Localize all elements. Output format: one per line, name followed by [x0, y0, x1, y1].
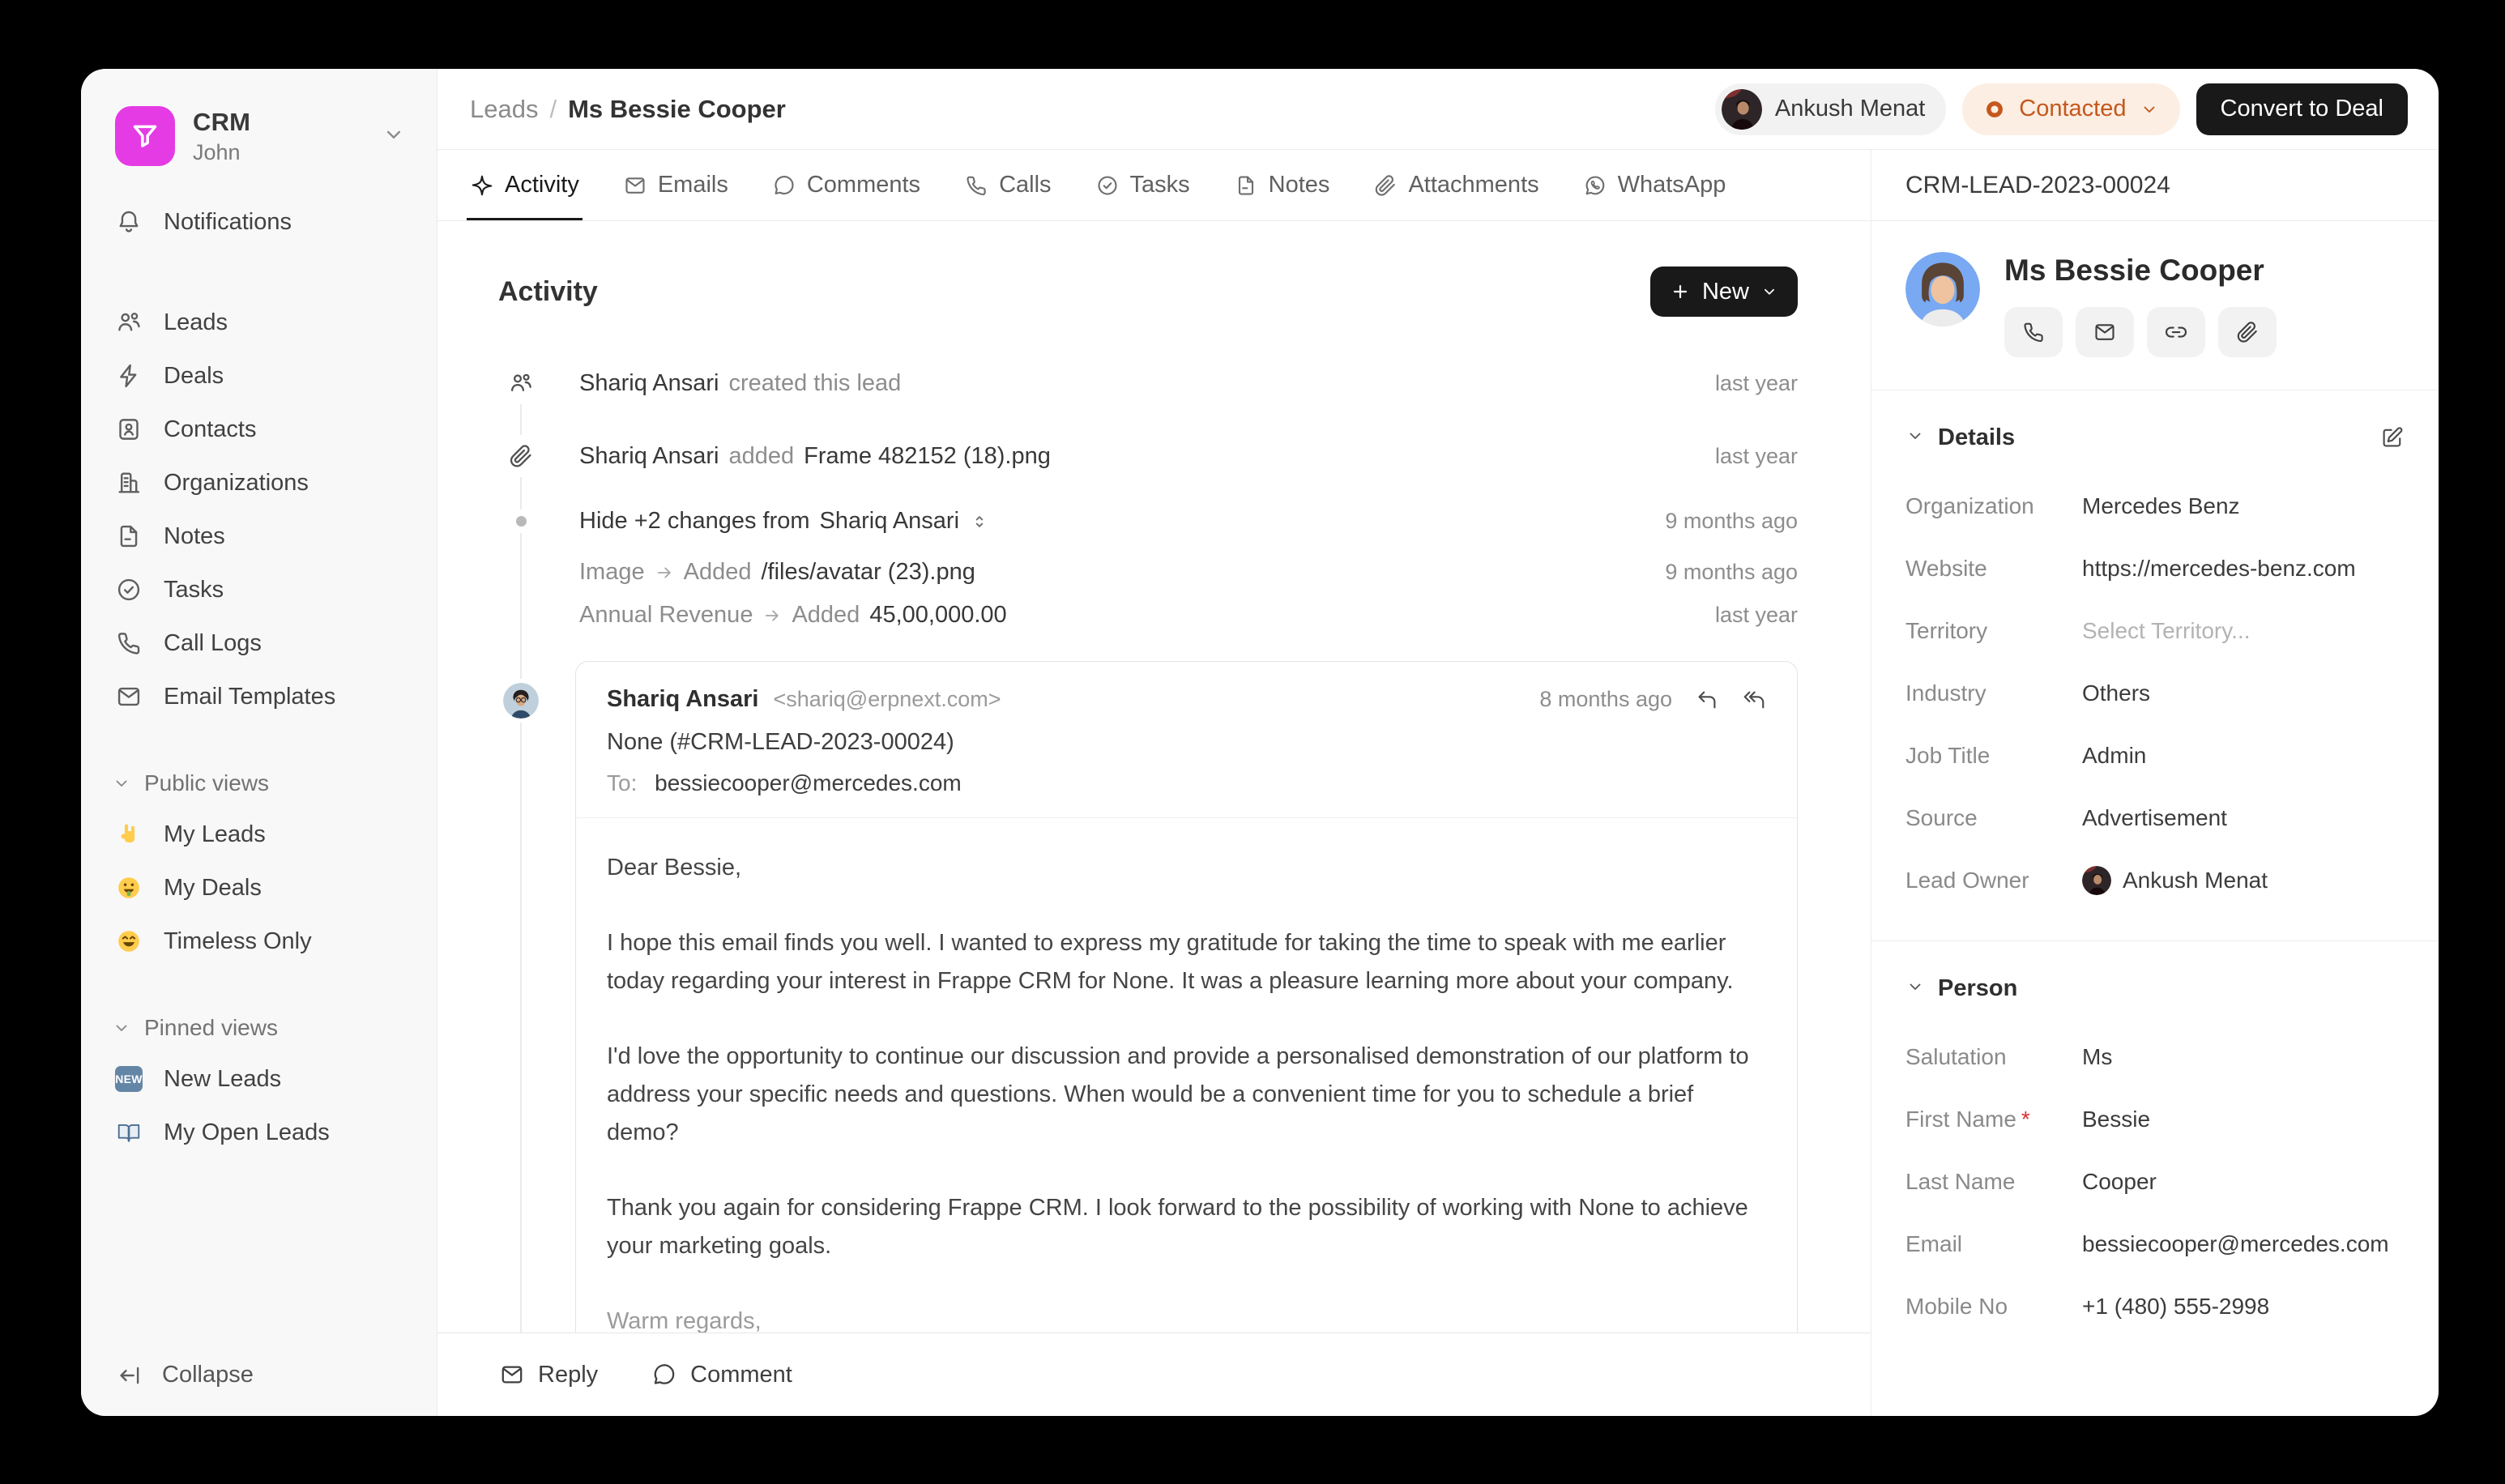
sidebar-item-tasks[interactable]: Tasks	[81, 563, 437, 616]
tab-whatsapp[interactable]: WhatsApp	[1583, 150, 1726, 220]
bell-icon	[115, 208, 143, 236]
users-icon	[115, 309, 143, 336]
avatar	[1722, 89, 1762, 130]
paperclip-icon	[2235, 320, 2260, 344]
field-last-name: Last Name Cooper	[1905, 1150, 2405, 1213]
email-value[interactable]: bessiecooper@mercedes.com	[2082, 1230, 2389, 1256]
timeline-item-created: Shariq Ansari created this lead last year	[498, 362, 1798, 404]
breadcrumb-current: Ms Bessie Cooper	[568, 94, 786, 123]
sidebar-view-my-leads[interactable]: My Leads	[81, 808, 437, 861]
tab-emails[interactable]: Emails	[623, 150, 728, 220]
unfold-icon[interactable]	[969, 511, 990, 532]
last-name-value[interactable]: Cooper	[2082, 1168, 2157, 1194]
app-name: CRM	[193, 107, 251, 136]
email-action-button[interactable]	[2076, 307, 2134, 357]
field-salutation: Salutation Ms	[1905, 1026, 2405, 1088]
sidebar-item-contacts[interactable]: Contacts	[81, 403, 437, 456]
phone-icon	[2021, 320, 2046, 344]
convert-to-deal-button[interactable]: Convert to Deal	[2196, 83, 2409, 135]
composer-bar	[437, 1333, 1871, 1416]
sidebar-view-timeless-only[interactable]: Timeless Only	[81, 915, 437, 968]
email-sender: Shariq Ansari	[607, 686, 759, 712]
person-section-header[interactable]: Person	[1905, 966, 2405, 1011]
app-switcher[interactable]	[105, 98, 416, 174]
territory-select[interactable]: Select Territory...	[2082, 617, 2251, 643]
mobile-value[interactable]: +1 (480) 555-2998	[2082, 1293, 2270, 1319]
attach-action-button[interactable]	[2218, 307, 2277, 357]
website-value[interactable]: https://mercedes-benz.com	[2082, 555, 2356, 581]
new-badge-emoji-icon: NEW	[115, 1065, 143, 1093]
chevron-down-icon	[1905, 977, 1925, 1000]
field-industry: Industry Others	[1905, 662, 2405, 724]
to-value: bessiecooper@mercedes.com	[655, 770, 962, 795]
tab-comments[interactable]: Comments	[772, 150, 920, 220]
comment-button[interactable]: Comment	[651, 1362, 792, 1388]
chevron-down-icon	[1760, 283, 1778, 301]
quick-actions	[2004, 307, 2277, 357]
field-email: Email bessiecooper@mercedes.com	[1905, 1213, 2405, 1275]
check-circle-icon	[115, 576, 143, 603]
email-item	[498, 661, 1798, 1333]
new-button[interactable]: New	[1650, 267, 1798, 317]
collapse-left-icon	[117, 1362, 143, 1388]
collapse-sidebar-button[interactable]: Collapse	[81, 1362, 437, 1388]
zap-icon	[115, 362, 143, 390]
lead-owner-value[interactable]: Ankush Menat	[2082, 866, 2405, 895]
reply-icon[interactable]	[1695, 688, 1719, 712]
breadcrumb	[470, 95, 786, 124]
topbar-actions	[1715, 83, 2408, 135]
required-mark: *	[2021, 1106, 2030, 1132]
open-book-emoji-icon	[115, 1119, 143, 1146]
lead-doc-id: CRM-LEAD-2023-00024	[1871, 150, 2439, 221]
section-pinned-views[interactable]: Pinned views	[81, 1004, 437, 1052]
crm-logo	[115, 106, 175, 166]
status-badge[interactable]: Contacted	[1962, 83, 2179, 135]
chevron-down-icon	[1905, 426, 1925, 450]
timeline-item-attachment: Shariq Ansari added Frame 482152 (18).png last year	[498, 435, 1798, 477]
sidebar-item-notes[interactable]: Notes	[81, 510, 437, 563]
phone-icon	[115, 629, 143, 657]
paperclip-icon	[498, 435, 544, 477]
check-circle-icon	[1095, 173, 1120, 198]
file-text-icon	[1234, 173, 1258, 198]
field-territory: Territory Select Territory...	[1905, 599, 2405, 662]
chevron-down-icon	[112, 774, 131, 793]
horns-hand-emoji-icon	[115, 821, 143, 848]
activity-title: Activity	[498, 275, 598, 307]
sidebar-item-call-logs[interactable]: Call Logs	[81, 616, 437, 670]
sidebar-view-my-deals[interactable]: My Deals	[81, 861, 437, 915]
laughing-face-emoji-icon	[115, 927, 143, 955]
users-icon	[498, 362, 544, 404]
email-body: Dear Bessie, I hope this email finds you well. I wanted to express my gratitude for taking the time to speak with me earlier today regarding your interest in Frappe CRM for None. It was a pleasure learning more about your company. I'd love the opportunity to continue our discussion and provide a personalised demonstration of our platform to address your specific needs and questions. When would be a convenient time for you to schedule a brief demo? Thank you again for considering Frappe CRM. I look forward to the possibility of working with None to achieve your marketing goals. Warm regards,	[607, 855, 1749, 1333]
field-organization: Organization Mercedes Benz	[1905, 475, 2405, 537]
sparkle-icon	[470, 173, 494, 198]
main-area	[437, 69, 2439, 1416]
sidebar-item-leads[interactable]: Leads	[81, 296, 437, 349]
mail-icon	[2093, 320, 2117, 344]
email-address: <shariq@erpnext.com>	[773, 687, 1001, 711]
assignee-pill[interactable]: Ankush Menat	[1715, 83, 1946, 135]
source-value[interactable]: Advertisement	[2082, 804, 2227, 830]
tab-activity[interactable]: Activity	[470, 150, 579, 220]
activity-feed	[437, 221, 1871, 1333]
field-first-name: First Name * Bessie	[1905, 1088, 2405, 1150]
sidebar-item-notifications[interactable]: Notifications	[81, 195, 437, 249]
avatar	[499, 679, 543, 723]
plus-icon	[1670, 281, 1691, 302]
field-mobile: Mobile No +1 (480) 555-2998	[1905, 1275, 2405, 1337]
paperclip-icon	[1373, 173, 1398, 198]
dot-icon	[516, 516, 527, 527]
link-icon	[2164, 320, 2188, 344]
email-card	[575, 661, 1798, 1333]
money-face-emoji-icon	[115, 874, 143, 902]
first-name-value[interactable]: Bessie	[2082, 1106, 2151, 1132]
tab-bar	[437, 150, 1871, 221]
app-user: John	[193, 139, 241, 164]
tab-notes[interactable]: Notes	[1234, 150, 1330, 220]
field-lead-owner: Lead Owner Ankush Menat	[1905, 849, 2405, 911]
sidebar-item-email-templates[interactable]: Email Templates	[81, 670, 437, 723]
link-action-button[interactable]	[2147, 307, 2205, 357]
section-public-views[interactable]: Public views	[81, 759, 437, 808]
timeline-change-image: Image Added /files/avatar (23).png 9 months ago	[579, 559, 1798, 585]
timeline-item-changes-toggle[interactable]: Hide +2 changes from Shariq Ansari 9 months ago	[498, 508, 1798, 535]
lead-detail-panel	[1871, 150, 2439, 1416]
arrow-right-icon	[762, 606, 782, 625]
status-ring-icon	[1983, 98, 2006, 121]
avatar	[2082, 866, 2111, 895]
arrow-right-icon	[655, 563, 674, 582]
job-title-value[interactable]: Admin	[2082, 742, 2147, 768]
activity-column	[437, 150, 1871, 1416]
organization-value[interactable]: Mercedes Benz	[2082, 493, 2240, 518]
sidebar-view-my-open-leads[interactable]: My Open Leads	[81, 1106, 437, 1159]
tab-tasks[interactable]: Tasks	[1095, 150, 1190, 220]
salutation-value[interactable]: Ms	[2082, 1043, 2113, 1069]
mail-icon	[499, 1362, 525, 1388]
phone-icon	[964, 173, 988, 198]
field-job-title: Job Title Admin	[1905, 724, 2405, 787]
person-section	[1871, 940, 2439, 1367]
field-source: Source Advertisement	[1905, 787, 2405, 849]
tab-calls[interactable]: Calls	[964, 150, 1051, 220]
edit-icon	[2380, 425, 2405, 450]
lead-name: Ms Bessie Cooper	[2004, 254, 2264, 287]
reply-all-icon[interactable]	[1742, 688, 1766, 712]
app-window	[81, 69, 2439, 1416]
app-titles	[193, 108, 382, 165]
tab-attachments[interactable]: Attachments	[1373, 150, 1538, 220]
email-subject: None (#CRM-LEAD-2023-00024)	[607, 729, 954, 755]
lead-header	[1871, 221, 2439, 390]
lead-avatar[interactable]	[1905, 252, 1980, 326]
to-label: To:	[607, 770, 638, 795]
edit-details-button[interactable]	[2380, 425, 2405, 450]
breadcrumb-leads-link[interactable]: Leads	[470, 94, 539, 123]
reply-button[interactable]: Reply	[499, 1362, 598, 1388]
comment-icon	[772, 173, 796, 198]
chevron-down-icon	[112, 1018, 131, 1038]
chevron-down-icon	[382, 122, 406, 151]
details-section	[1871, 390, 2439, 940]
details-section-header[interactable]: Details	[1905, 415, 2405, 460]
activity-timeline	[498, 362, 1798, 1333]
contact-card-icon	[115, 416, 143, 443]
sidebar-view-new-leads[interactable]: NEW New Leads	[115, 1065, 282, 1092]
breadcrumb-separator: /	[549, 94, 557, 123]
top-bar	[437, 69, 2439, 150]
sidebar-item-organizations[interactable]: Organizations	[81, 456, 437, 510]
comment-icon	[651, 1362, 677, 1388]
chevron-down-icon	[2140, 100, 2159, 119]
timeline-change-annual-revenue: Annual Revenue Added 45,00,000.00 last year	[579, 602, 1798, 628]
email-time: 8 months ago	[1539, 687, 1672, 711]
building-icon	[115, 469, 143, 497]
mail-icon	[115, 683, 143, 710]
whatsapp-icon	[1583, 173, 1607, 198]
sidebar-item-deals[interactable]: Deals	[81, 349, 437, 403]
mail-icon	[623, 173, 647, 198]
call-action-button[interactable]	[2004, 307, 2063, 357]
sidebar	[81, 69, 437, 1416]
industry-value[interactable]: Others	[2082, 680, 2151, 706]
file-text-icon	[115, 522, 143, 550]
field-website: Website https://mercedes-benz.com	[1905, 537, 2405, 599]
